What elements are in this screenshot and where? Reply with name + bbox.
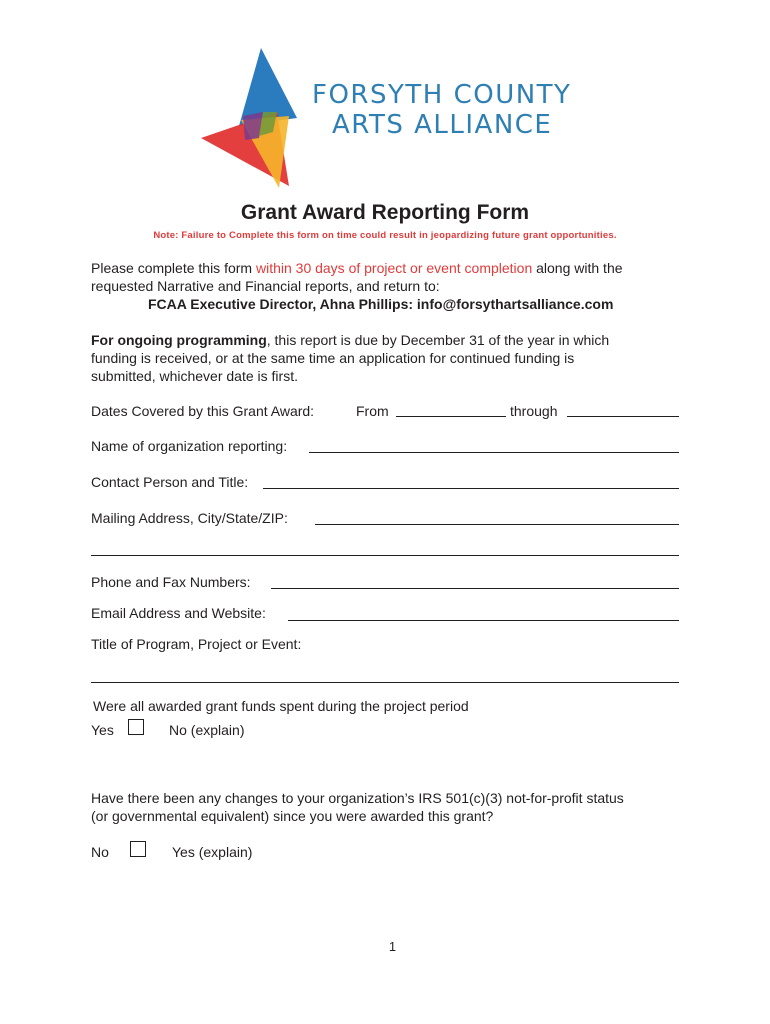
through-label: through	[510, 403, 558, 419]
org-name-field[interactable]	[309, 452, 679, 453]
page-title: Grant Award Reporting Form	[240, 201, 530, 224]
return-contact: FCAA Executive Director, Ahna Phillips: info@forsythartsalliance.com	[148, 296, 614, 312]
through-date-field[interactable]	[567, 416, 679, 417]
program-label: Title of Program, Project or Event:	[91, 636, 302, 652]
funds-spent-question: Were all awarded grant funds spent during the project period	[93, 698, 469, 714]
contact-label: Contact Person and Title:	[91, 474, 249, 490]
status-change-question-1: Have there been any changes to your organization’s IRS 501(c)(3) not-for-profit status	[91, 790, 624, 806]
dates-label: Dates Covered by this Grant Award:	[91, 403, 315, 419]
q1-no-label: No (explain)	[169, 722, 245, 738]
ongoing-line-2: funding is received, or at the same time an application for continued funding is	[91, 350, 575, 366]
email-label: Email Address and Website:	[91, 605, 266, 621]
ongoing-rest: , this report is due by December 31 of the year in which	[266, 332, 610, 348]
logo	[185, 36, 591, 194]
ongoing-line-3: submitted, whichever date is first.	[91, 368, 298, 384]
address-field[interactable]	[315, 524, 679, 525]
intro-text-end: along with the	[532, 260, 623, 276]
intro-line-2: requested Narrative and Financial reports, and return to:	[91, 278, 440, 294]
page-number: 1	[388, 939, 397, 954]
logo-line-1: FORSYTH COUNTY	[312, 80, 572, 110]
from-label: From	[356, 403, 389, 419]
intro-paragraph	[91, 259, 711, 277]
from-date-field[interactable]	[396, 416, 506, 417]
org-label: Name of organization reporting:	[91, 438, 288, 454]
q2-no-checkbox[interactable]	[130, 841, 146, 857]
email-website-field[interactable]	[288, 620, 679, 621]
logo-line-2: ARTS ALLIANCE	[332, 110, 553, 140]
q1-yes-checkbox[interactable]	[128, 719, 144, 735]
ongoing-paragraph	[91, 331, 711, 349]
ongoing-bold: For ongoing programming	[91, 332, 267, 348]
deadline-note: Note: Failure to Complete this form on time could result in jeopardizing future grant opportunities.	[153, 230, 617, 241]
phone-label: Phone and Fax Numbers:	[91, 574, 251, 590]
program-title-field[interactable]	[91, 682, 679, 683]
status-change-question-2: (or governmental equivalent) since you were awarded this grant?	[91, 808, 494, 824]
q2-no-label: No	[91, 844, 109, 860]
intro-deadline-highlight: within 30 days of project or event completion	[255, 260, 533, 276]
contact-person-field[interactable]	[263, 488, 679, 489]
logo-mark	[199, 46, 299, 188]
intro-text-start: Please complete this form	[91, 260, 256, 276]
phone-fax-field[interactable]	[271, 588, 679, 589]
q2-yes-label: Yes (explain)	[172, 844, 253, 860]
address-label: Mailing Address, City/State/ZIP:	[91, 510, 288, 526]
address-field-line-2[interactable]	[91, 555, 679, 556]
q1-yes-label: Yes	[91, 722, 114, 738]
